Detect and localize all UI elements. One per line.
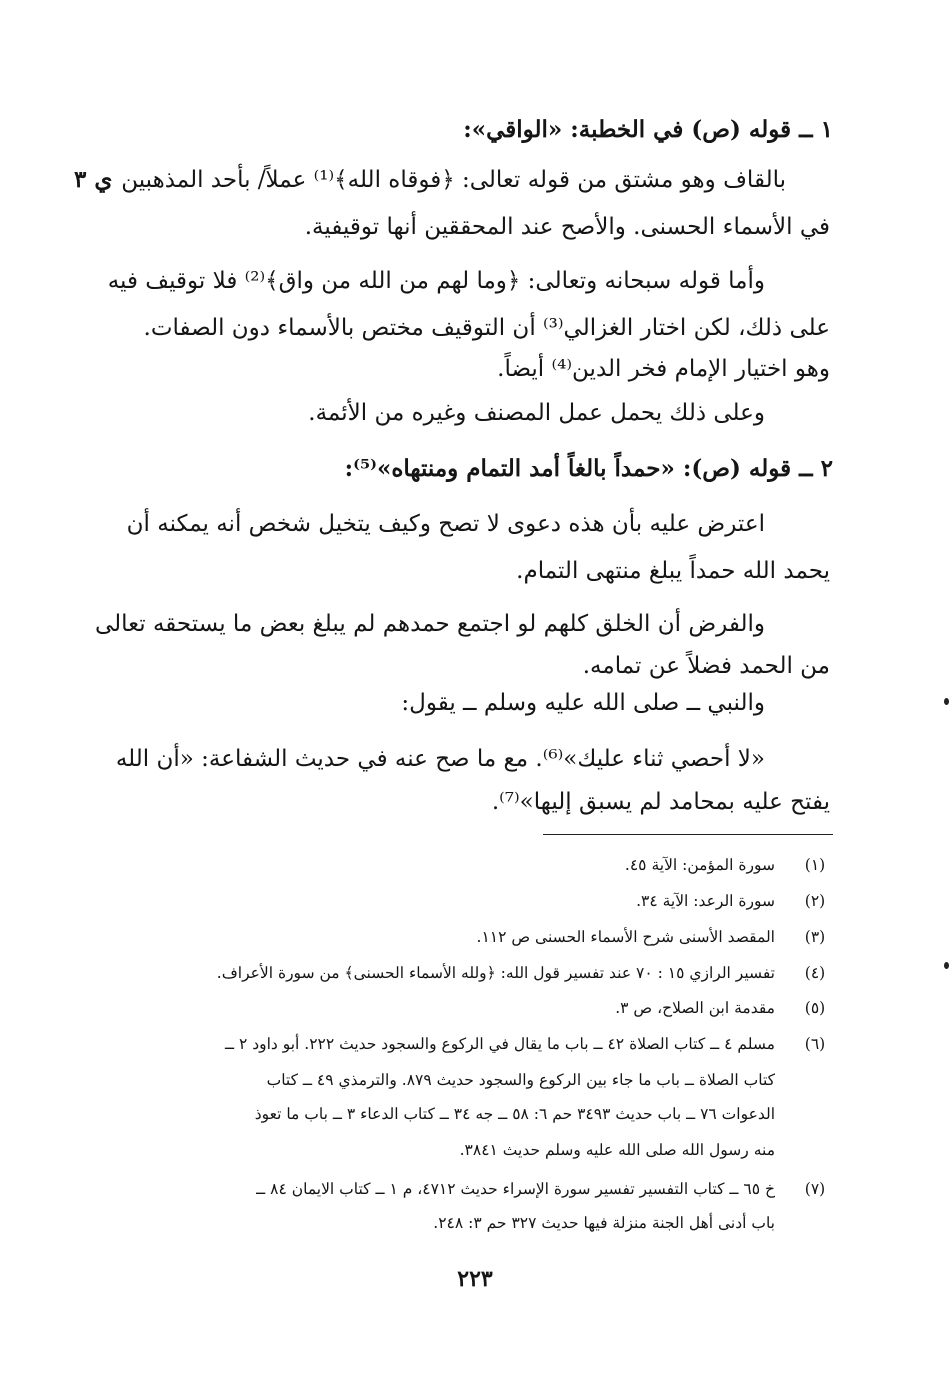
footnote-text: منه رسول الله صلى الله عليه وسلم حديث ٣٨٤١.: [459, 1141, 775, 1159]
footnote-text: سورة الرعد: الآية ٣٤.: [636, 892, 775, 910]
paragraph-line: من الحمد فضلاً عن تمامه.: [582, 653, 830, 679]
footnote-text: خ ٦٥ ــ كتاب التفسير تفسير سورة الإسراء حديث ٤٧١٢، م ١ ــ كتاب الايمان ٨٤ ــ: [256, 1180, 775, 1198]
footnote-text: المقصد الأسنى شرح الأسماء الحسنى ص ١١٢.: [476, 928, 775, 946]
margin-note: ي ٣: [74, 166, 113, 193]
footnote-number: (٦): [804, 1035, 826, 1053]
paragraph-line: «لا أحصي ثناء عليك»⁽⁶⁾. مع ما صح عنه في حديث الشفاعة: «أن الله: [115, 746, 765, 772]
footnote-text: كتاب الصلاة ــ باب ما جاء بين الركوع والسجود حديث ٨٧٩. والترمذي ٤٩ ــ كتاب: [266, 1071, 775, 1089]
footnote-separator: [543, 834, 833, 835]
footnote-number: (٧): [804, 1180, 826, 1198]
footnote-number: (٢): [804, 892, 826, 910]
section-heading-2: ٢ ــ قوله (ص): «حمداً بالغاً أمد التمام ومنتهاه»⁽⁵⁾:: [344, 455, 833, 482]
paragraph-line: يفتح عليه بمحامد لم يسبق إليها»⁽⁷⁾.: [491, 789, 830, 815]
footnote-text: مقدمة ابن الصلاح، ص ٣.: [615, 999, 775, 1017]
paragraph-line: اعترض عليه بأن هذه دعوى لا تصح وكيف يتخيل شخص أنه يمكنه أن: [126, 511, 765, 537]
footnote-number: (٥): [804, 999, 826, 1017]
scan-mark: [944, 698, 949, 705]
paragraph-line: يحمد الله حمداً يبلغ منتهى التمام.: [516, 558, 830, 584]
paragraph-line: وعلى ذلك يحمل عمل المصنف وغيره من الأئمة.: [308, 400, 765, 426]
footnote-text: مسلم ٤ ــ كتاب الصلاة ٤٢ ــ باب ما يقال في الركوع والسجود حديث ٢٢٢. أبو داود ٢ ــ: [224, 1035, 775, 1053]
footnote-text: سورة المؤمن: الآية ٤٥.: [624, 856, 775, 874]
paragraph-line: وأما قوله سبحانه وتعالى: ﴿وما لهم من الله من واق﴾⁽²⁾ فلا توقيف فيه: [107, 268, 765, 294]
paragraph-line: وهو اختيار الإمام فخر الدين⁽⁴⁾ أيضاً.: [497, 356, 830, 382]
footnote-text: الدعوات ٧٦ ــ باب حديث ٣٤٩٣ حم ٦: ٥٨ ــ جه ٣٤ ــ كتاب الدعاء ٣ ــ باب ما تعوذ: [254, 1105, 775, 1123]
paragraph-line: والنبي ــ صلى الله عليه وسلم ــ يقول:: [401, 690, 765, 716]
footnote-number: (١): [804, 856, 826, 874]
scan-mark: [944, 962, 949, 969]
section-heading-1: ١ ــ قوله (ص) في الخطبة: «الواقي»:: [463, 116, 833, 143]
footnote-text: باب أدنى أهل الجنة منزلة فيها حديث ٣٢٧ حم ٣: ٢٤٨.: [433, 1214, 775, 1232]
paragraph-line: بالقاف وهو مشتق من قوله تعالى: ﴿فوقاه الله﴾⁽¹⁾ عملاً/ بأحد المذهبين: [121, 167, 786, 193]
footnote-number: (٤): [804, 964, 826, 982]
footnote-number: (٣): [804, 928, 826, 946]
paragraph-line: والفرض أن الخلق كلهم لو اجتمع حمدهم لم يبلغ بعض ما يستحقه تعالى: [94, 611, 765, 637]
page-number: ٢٢٣: [457, 1266, 493, 1292]
footnote-text: تفسير الرازي ١٥ : ٧٠ عند تفسير قول الله: ﴿ولله الأسماء الحسنى﴾ من سورة الأعراف.: [216, 964, 775, 982]
paragraph-line: على ذلك، لكن اختار الغزالي⁽³⁾ أن التوقيف مختص بالأسماء دون الصفات.: [143, 315, 830, 341]
paragraph-line: في الأسماء الحسنى. والأصح عند المحققين أنها توقيفية.: [304, 214, 830, 240]
